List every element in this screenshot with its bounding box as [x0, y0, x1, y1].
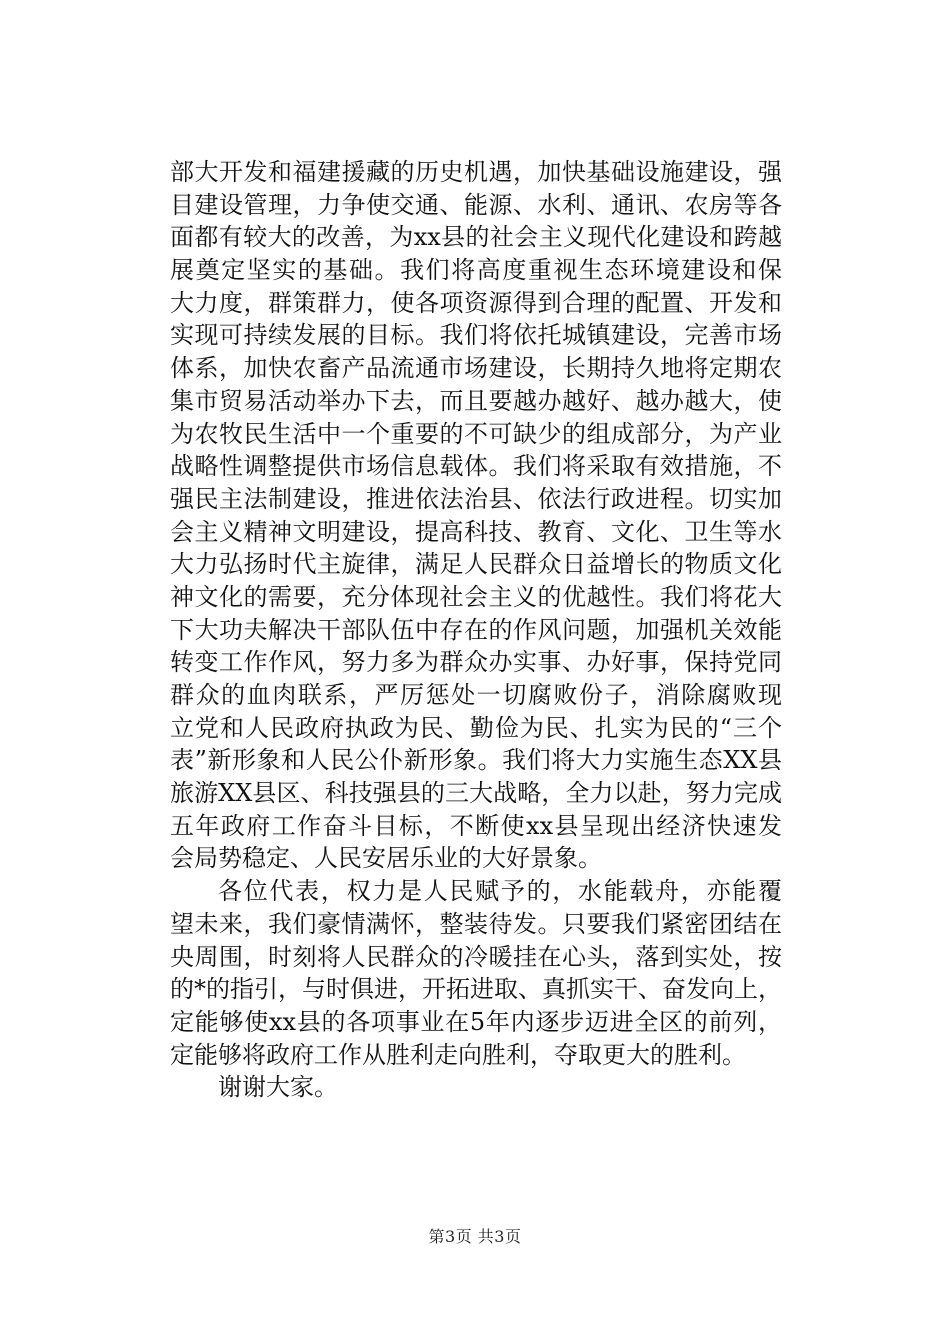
text-line: 集市贸易活动举办下去，而且要越办越好、越办越大，使: [170, 386, 782, 415]
text-line: 强民主法制建设，推进依法治县、依法行政进程。切实加: [170, 484, 782, 513]
text-line: 各位代表，权力是人民赋予的，水能载舟，亦能覆: [218, 877, 782, 906]
closing-text: 谢谢大家。: [218, 1073, 338, 1102]
text-line: 战略性调整提供市场信息载体。我们将采取有效措施，不: [170, 452, 782, 481]
text-line: 五年政府工作奋斗目标，不断使xx县呈现出经济快速发: [170, 811, 782, 840]
text-line: 会主义精神文明建设，提高科技、教育、文化、卫生等水: [170, 517, 782, 546]
page-footer: 第3页 共3页: [428, 1227, 522, 1246]
text-line: 表”新形象和人民公仆新形象。我们将大力实施生态XX县: [170, 746, 782, 775]
text-line: 旅游XX县区、科技强县的三大战略，全力以赴，努力完成: [170, 779, 782, 808]
text-line: 大力弘扬时代主旋律，满足人民群众日益增长的物质文化: [170, 550, 782, 579]
paragraph-1: [170, 156, 782, 875]
text-line: 神文化的需要，充分体现社会主义的优越性。我们将花大: [170, 582, 782, 611]
text-line: 定能够使xx县的各项事业在5年内逐步迈进全区的前列，: [170, 1007, 782, 1036]
closing-paragraph: [170, 1071, 782, 1104]
text-line: 望未来，我们豪情满怀，整装待发。只要我们紧密团结在: [170, 909, 782, 938]
text-line: 面都有较大的改善，为xx县的社会主义现代化建设和跨越: [170, 223, 782, 252]
text-line: 转变工作作风，努力多为群众办实事、办好事，保持党同: [170, 648, 782, 677]
text-line: 的*的指引，与时俱进，开拓进取、真抓实干、奋发向上，: [170, 975, 782, 1004]
text-line: 展奠定坚实的基础。我们将高度重视生态环境建设和保: [170, 256, 782, 285]
text-line: 会局势稳定、人民安居乐业的大好景象。: [170, 844, 602, 873]
text-line: 实现可持续发展的目标。我们将依托城镇建设，完善市场: [170, 321, 782, 350]
text-line: 群众的血肉联系，严厉惩处一切腐败份子，消除腐败现: [170, 681, 782, 709]
text-line: 央周围，时刻将人民群众的冷暖挂在心头，落到实处，按: [170, 942, 782, 971]
paragraph-2: [170, 875, 782, 1071]
text-line: 部大开发和福建援藏的历史机遇，加快基础设施建设，强: [170, 158, 782, 186]
text-line: 为农牧民生活中一个重要的不可缺少的组成部分，为产业: [170, 419, 782, 448]
text-line: 定能够将政府工作从胜利走向胜利，夺取更大的胜利。: [170, 1040, 746, 1069]
document-body: [170, 156, 782, 1104]
text-line: 大力度，群策群力，使各项资源得到合理的配置、开发和: [170, 288, 782, 317]
text-line: 立党和人民政府执政为民、勤俭为民、扎实为民的“三个: [170, 713, 782, 742]
text-line: 下大功夫解决干部队伍中存在的作风问题，加强机关效能: [170, 615, 782, 644]
text-line: 体系，加快农畜产品流通市场建设，长期持久地将定期农: [170, 354, 782, 383]
text-line: 目建设管理，力争使交通、能源、水利、通讯、农房等各: [170, 190, 782, 219]
